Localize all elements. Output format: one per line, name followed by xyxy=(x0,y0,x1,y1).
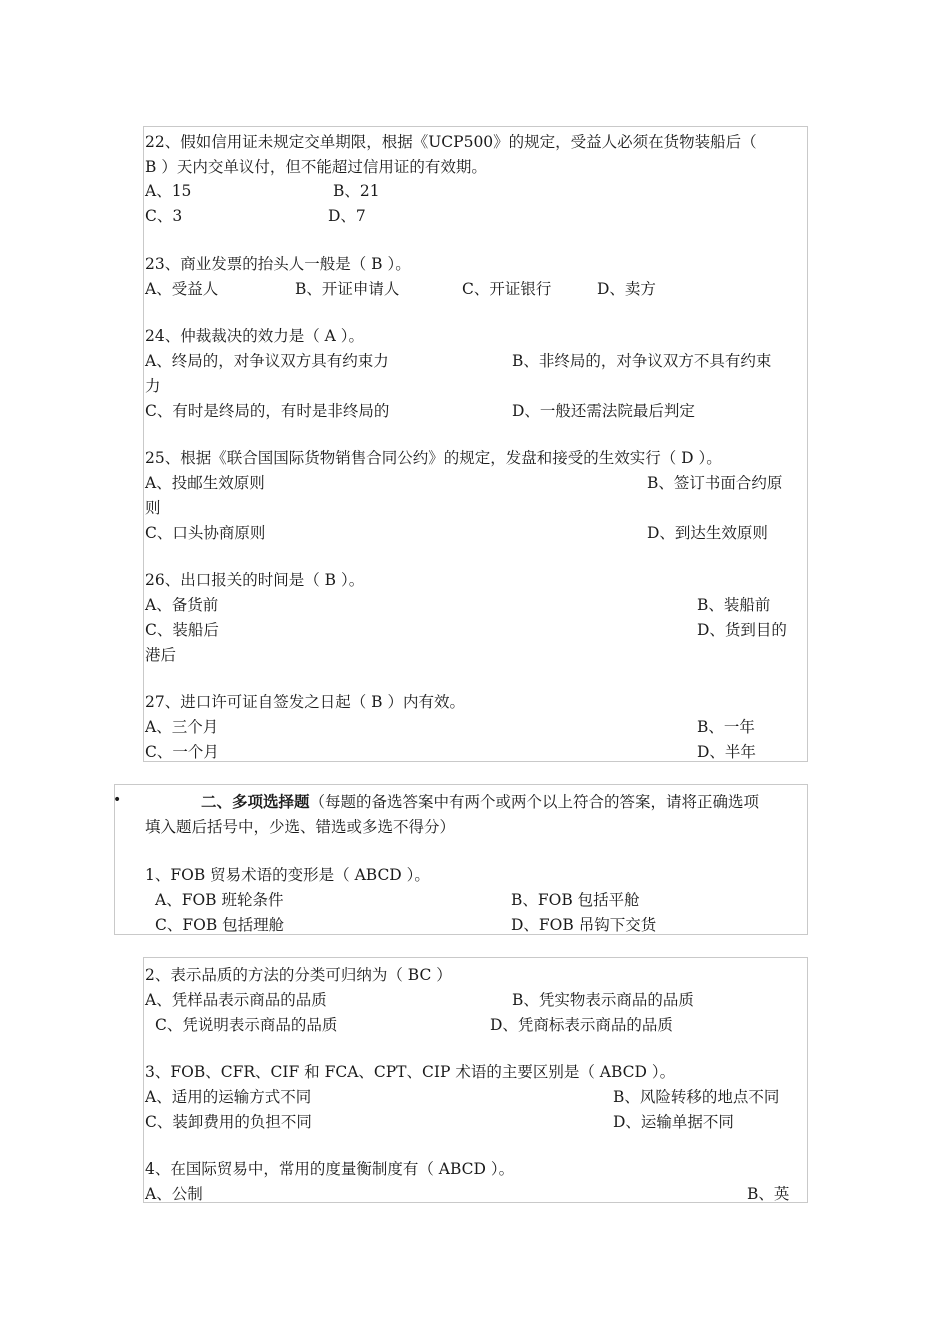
m3-option-d: D、运输单据不同 xyxy=(613,1113,734,1131)
m3-option-b: B、风险转移的地点不同 xyxy=(613,1088,780,1106)
q22-line1: 22、假如信用证未规定交单期限，根据《UCP500》的规定，受益人必须在货物装船后（ xyxy=(145,133,757,151)
q27-option-b: B、一年 xyxy=(697,718,755,736)
q26-option-b: B、装船前 xyxy=(697,596,771,614)
m2-option-b: B、凭实物表示商品的品质 xyxy=(512,991,694,1009)
q24-option-b: B、非终局的，对争议双方不具有约束 xyxy=(512,352,772,370)
q22-option-b: B、21 xyxy=(333,182,380,200)
m4-option-b: B、英 xyxy=(747,1185,790,1203)
m1-option-d: D、FOB 吊钩下交货 xyxy=(511,916,657,934)
q22-line2: B ）天内交单议付，但不能超过信用证的有效期。 xyxy=(145,158,487,176)
m3-option-a: A、适用的运输方式不同 xyxy=(145,1088,312,1106)
q25-option-a: A、投邮生效原则 xyxy=(145,474,265,492)
q25-option-c: C、口头协商原则 xyxy=(145,524,266,542)
q24-option-a: A、终局的，对争议双方具有约束力 xyxy=(145,352,389,370)
q25-option-b: B、签订书面合约原 xyxy=(647,474,783,492)
q23-option-a: A、受益人 xyxy=(145,280,219,298)
q24-option-c: C、有时是终局的，有时是非终局的 xyxy=(145,402,390,420)
bullet-marker: • xyxy=(113,792,122,808)
q23-option-b: B、开证申请人 xyxy=(295,280,400,298)
q25-stem: 25、根据《联合国国际货物销售合同公约》的规定，发盘和接受的生效实行（ D ）。 xyxy=(145,449,722,467)
q23-option-c: C、开证银行 xyxy=(462,280,552,298)
q27-stem: 27、进口许可证自签发之日起（ B ）内有效。 xyxy=(145,693,465,711)
m2-stem: 2、表示品质的方法的分类可归纳为（ BC ） xyxy=(145,966,452,984)
m2-option-d: D、凭商标表示商品的品质 xyxy=(490,1016,673,1034)
q26-stem: 26、出口报关的时间是（ B ）。 xyxy=(145,571,365,589)
q23-option-d: D、卖方 xyxy=(597,280,656,298)
m3-stem: 3、FOB、CFR、CIF 和 FCA、CPT、CIP 术语的主要区别是（ ABCD ）。 xyxy=(145,1063,676,1081)
q26-option-d: D、货到目的 xyxy=(697,621,787,639)
m4-option-a: A、公制 xyxy=(145,1185,203,1203)
q27-option-d: D、半年 xyxy=(697,743,756,761)
q22-option-c: C、3 xyxy=(145,207,183,225)
q24-option-b-continued: 力 xyxy=(145,377,161,395)
q26-option-c: C、装船后 xyxy=(145,621,219,639)
q25-option-d: D、到达生效原则 xyxy=(647,524,768,542)
q24-option-d: D、一般还需法院最后判定 xyxy=(512,402,695,420)
q27-option-c: C、一个月 xyxy=(145,743,219,761)
section-2-description: （每题的备选答案中有两个或两个以上符合的答案，请将正确选项 xyxy=(309,793,760,811)
q22-option-d: D、7 xyxy=(328,207,366,225)
m1-stem: 1、FOB 贸易术语的变形是（ ABCD ）。 xyxy=(145,866,430,884)
m3-option-c: C、装卸费用的负担不同 xyxy=(145,1113,312,1131)
q26-option-d-continued: 港后 xyxy=(145,646,177,664)
q25-option-b-continued: 则 xyxy=(145,499,161,517)
q22-option-a: A、15 xyxy=(145,182,192,200)
m2-option-c: C、凭说明表示商品的品质 xyxy=(155,1016,338,1034)
q26-option-a: A、备货前 xyxy=(145,596,219,614)
q24-stem: 24、仲裁裁决的效力是（ A ）。 xyxy=(145,327,365,345)
m2-option-a: A、凭样品表示商品的品质 xyxy=(145,991,327,1009)
m1-option-a: A、FOB 班轮条件 xyxy=(155,891,284,909)
section-2-title: 二、多项选择题 xyxy=(201,792,310,811)
question-block-1 xyxy=(143,126,808,762)
q27-option-a: A、三个月 xyxy=(145,718,219,736)
m1-option-c: C、FOB 包括理舱 xyxy=(155,916,285,934)
m4-stem: 4、在国际贸易中，常用的度量衡制度有（ ABCD ）。 xyxy=(145,1160,515,1178)
section-2-description-line2: 填入题后括号中，少选、错选或多选不得分） xyxy=(145,818,456,836)
section-2-heading xyxy=(201,792,759,812)
q23-stem: 23、商业发票的抬头人一般是（ B ）。 xyxy=(145,255,411,273)
m1-option-b: B、FOB 包括平舱 xyxy=(511,891,640,909)
